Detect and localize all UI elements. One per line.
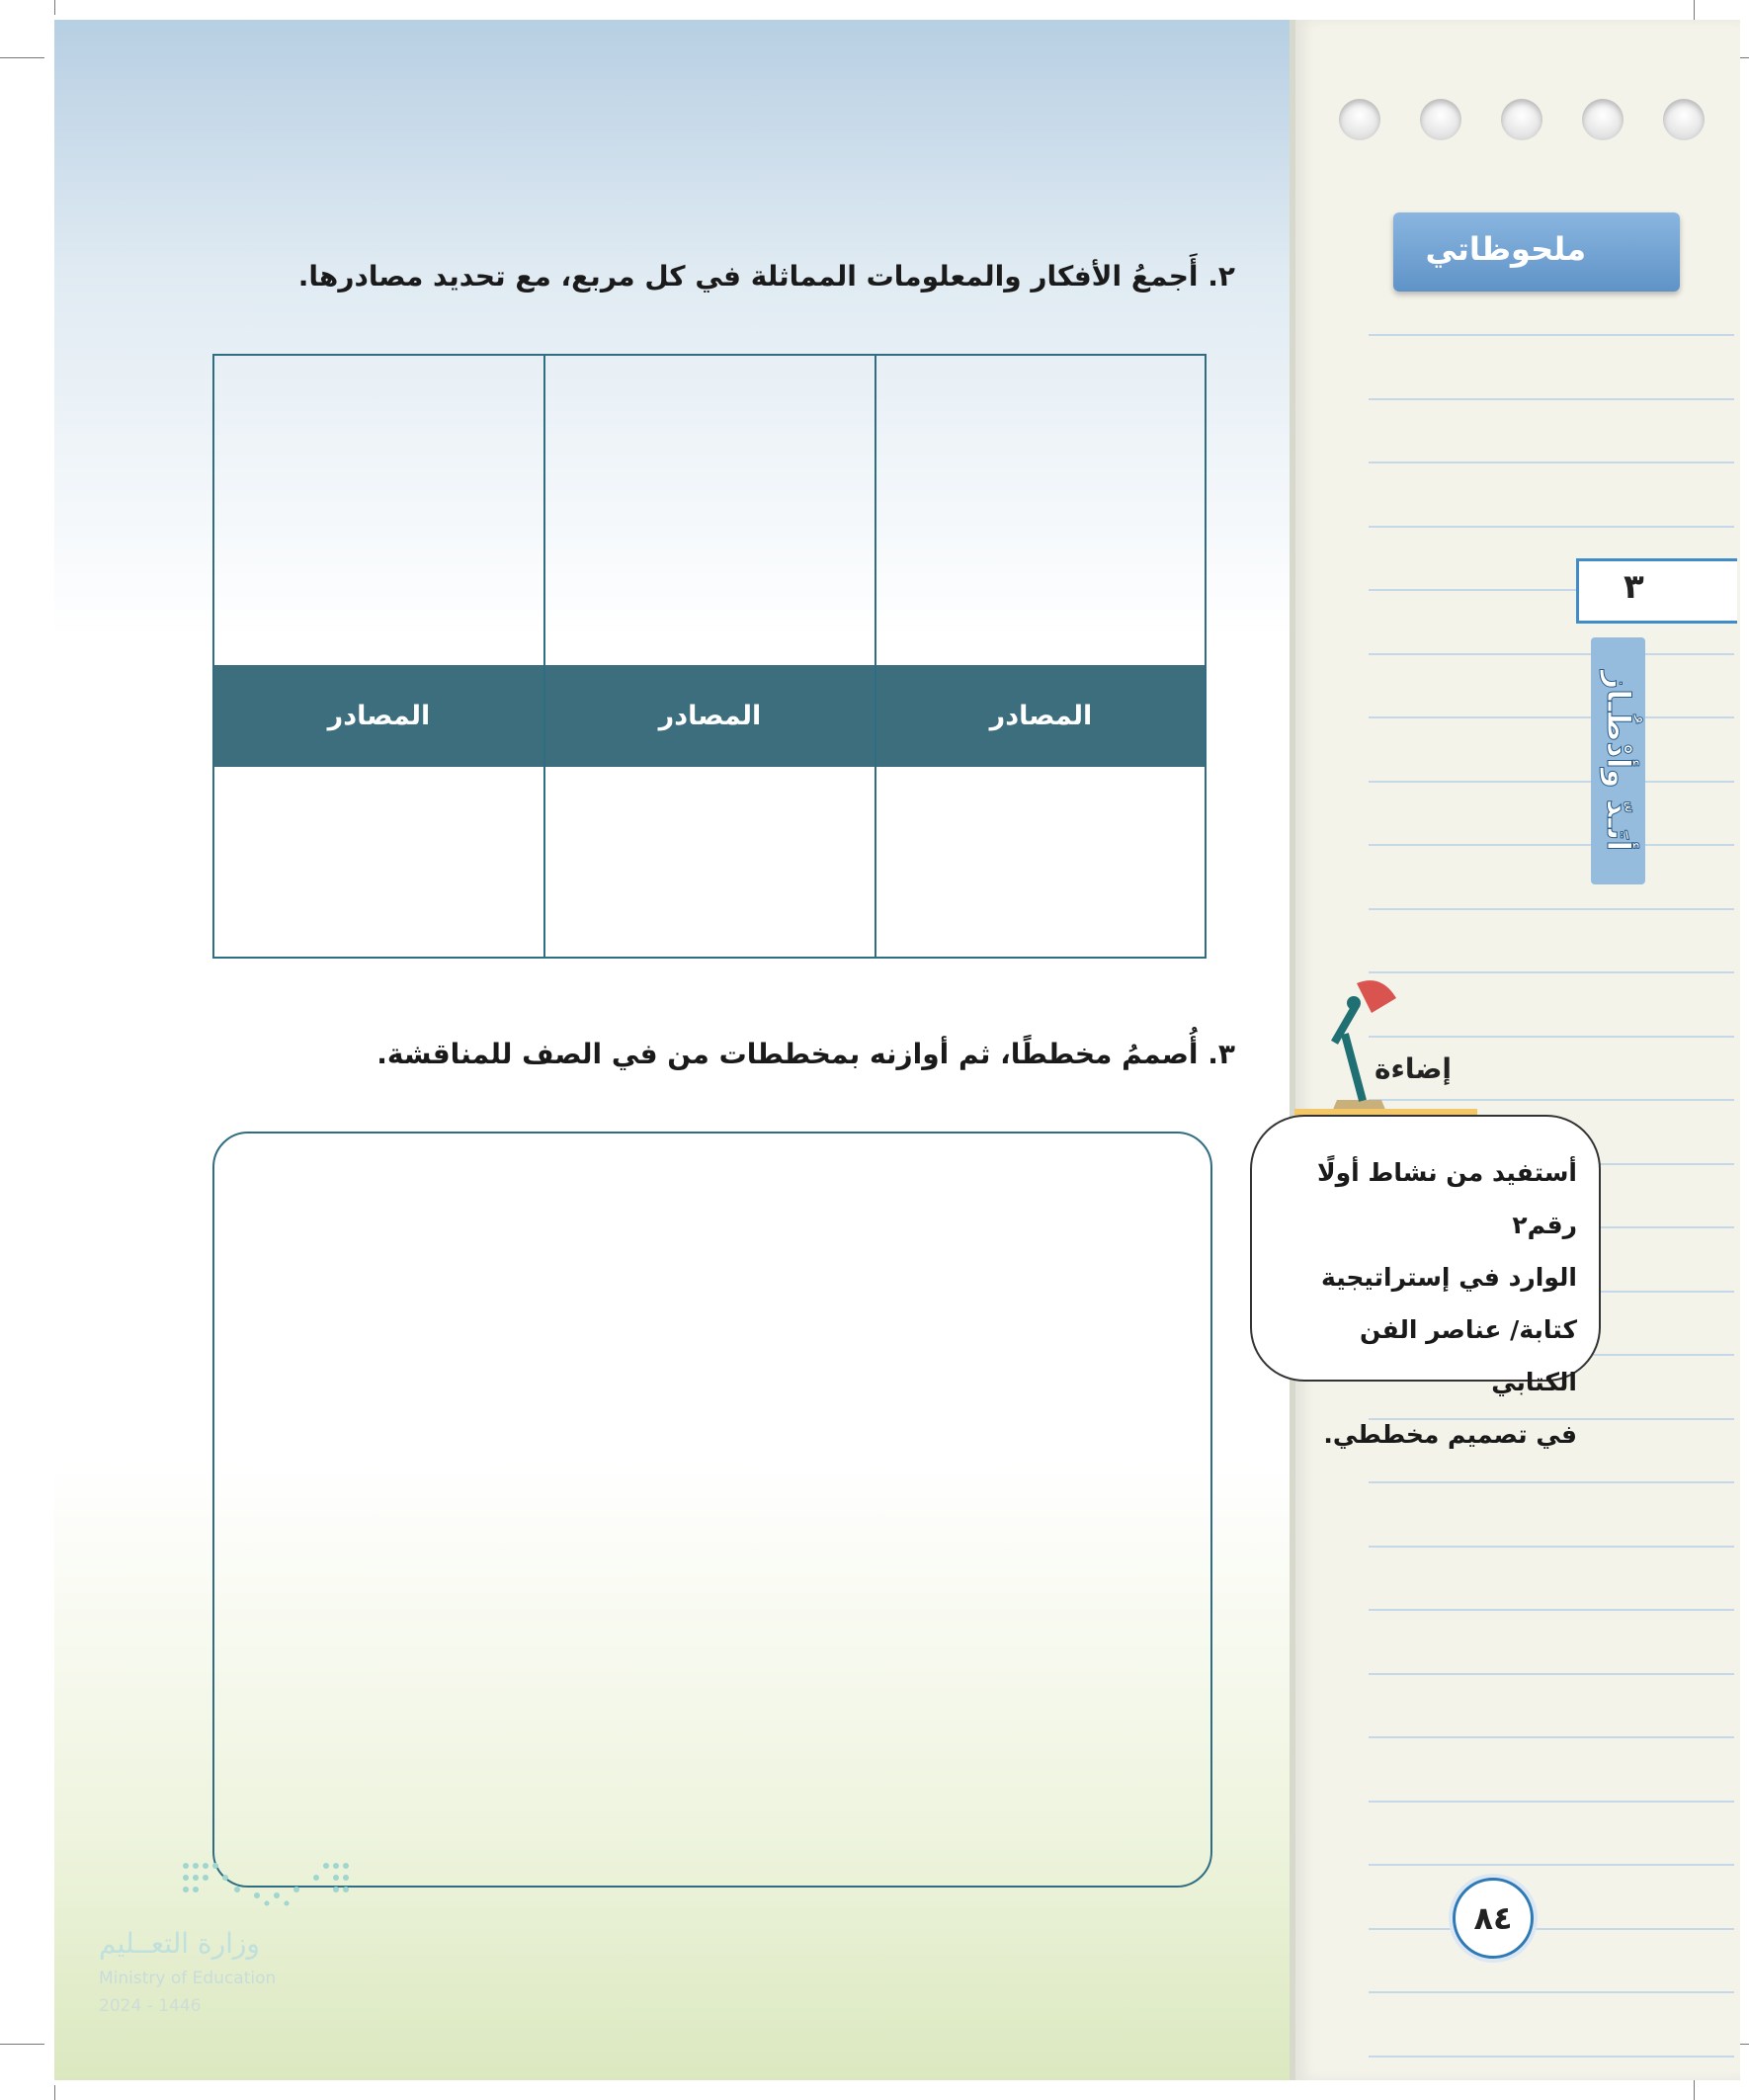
ruled-line xyxy=(1369,1099,1734,1101)
ruled-line xyxy=(1369,1736,1734,1738)
ministry-name-arabic: وزارة التعــليم xyxy=(99,1927,260,1960)
activity-3-instruction: ٣. أُصممُ مخططًا، ثم أوازنه بمخططات من في الصف للمناقشة. xyxy=(376,1038,1235,1070)
ruled-line xyxy=(1369,334,1734,336)
page-number: ٨٤ xyxy=(1453,1878,1534,1959)
sources-header-row xyxy=(214,665,1205,767)
sources-box[interactable] xyxy=(214,767,545,957)
sources-box[interactable] xyxy=(545,767,876,957)
tip-label: إضاءة xyxy=(1374,1052,1452,1085)
ruled-line xyxy=(1369,908,1734,910)
ruled-line xyxy=(1369,1991,1734,1993)
tip-bubble xyxy=(1250,1115,1601,1449)
ruled-line xyxy=(1369,2056,1734,2058)
activity-2-instruction: ٢. أَجمعُ الأفكار والمعلومات المماثلة في كل مربع، مع تحديد مصادرها. xyxy=(297,260,1235,293)
unit-number: ٣ xyxy=(1624,567,1644,607)
ruled-line xyxy=(1369,1928,1734,1930)
ruled-line xyxy=(1369,844,1734,846)
sources-header-cell: المصادر xyxy=(658,701,762,731)
ruled-line xyxy=(1369,1546,1734,1548)
sources-box[interactable] xyxy=(876,767,1205,957)
notes-tab-label: ملحوظاتي xyxy=(1425,230,1586,268)
crop-mark xyxy=(0,2044,44,2045)
unit-title-ribbon xyxy=(1591,637,1645,884)
ruled-line xyxy=(1369,716,1734,718)
crop-mark xyxy=(54,0,55,15)
sources-header-cell: المصادر xyxy=(989,701,1093,731)
table-divider xyxy=(543,356,545,957)
ministry-name-english: Ministry of Education xyxy=(99,1969,277,1988)
sources-table xyxy=(212,354,1207,959)
ruled-line xyxy=(1369,1481,1734,1483)
binder-hole xyxy=(1582,99,1624,140)
ruled-line xyxy=(1369,653,1734,655)
ruled-line xyxy=(1369,526,1734,528)
unit-number-box xyxy=(1576,558,1737,624)
ruled-line xyxy=(1369,462,1734,463)
ruled-line xyxy=(1369,1036,1734,1038)
crop-mark xyxy=(54,2085,55,2100)
ruled-line xyxy=(1369,971,1734,973)
binder-hole xyxy=(1663,99,1705,140)
tip-text: أستفيد من نشاط أولًا رقم٢ الوارد في إستراتيجية كتابة/ عناصر الفن الكتابي في تصميم مخططي. xyxy=(1317,1158,1577,1449)
diagram-drawing-area[interactable] xyxy=(212,1132,1212,1888)
unit-title: أتَـدّ وأدْطُـاز xyxy=(1599,670,1637,852)
ruled-line xyxy=(1369,1801,1734,1803)
crop-mark xyxy=(0,57,44,58)
ruled-line xyxy=(1369,781,1734,783)
ruled-line xyxy=(1369,1864,1734,1866)
binder-hole xyxy=(1339,99,1380,140)
desk-lamp-icon xyxy=(1302,973,1411,1122)
ruled-line xyxy=(1369,1609,1734,1611)
idea-box[interactable] xyxy=(876,356,1205,665)
idea-box[interactable] xyxy=(545,356,876,665)
notes-tab xyxy=(1393,212,1680,292)
binder-hole xyxy=(1501,99,1542,140)
idea-box[interactable] xyxy=(214,356,545,665)
binder-hole xyxy=(1420,99,1461,140)
sources-header-cell: المصادر xyxy=(327,701,431,731)
ruled-line xyxy=(1369,1673,1734,1675)
binder-holes xyxy=(1339,99,1714,148)
table-divider xyxy=(874,356,876,957)
ministry-logo-icon xyxy=(178,1858,356,1912)
ruled-line xyxy=(1369,398,1734,400)
edition-year: 2024 - 1446 xyxy=(99,1996,202,2016)
